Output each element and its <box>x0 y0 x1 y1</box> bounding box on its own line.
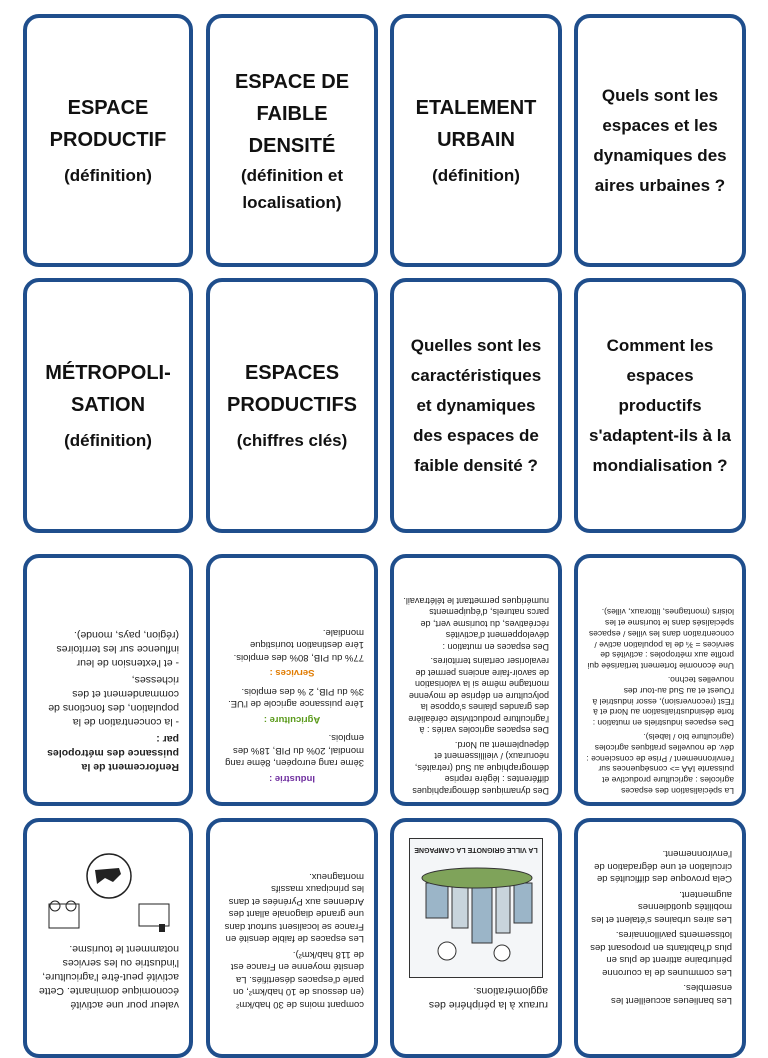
back-text: ruraux à la périphérie des agglomérations. <box>428 985 548 1011</box>
card-back-mondialisation <box>574 554 746 806</box>
card-question-mondialisation <box>574 278 746 533</box>
agriculture-text: 1ère puissance agricole de l'UE. 3% du PIB, 2 % des emplois. <box>228 686 364 710</box>
card-title: ESPACE PRODUCTIF <box>49 97 167 151</box>
back-text: Une économie fortement tertiarisée qui profite aux métropoles : activités de services = ¾ de la population active / concentration dans les villes / espaces spécialisés dans le tourisme et les loisirs (montagnes, littoraux, villes). <box>587 607 734 672</box>
card-title: MÉTROPOLI-SATION <box>45 362 171 416</box>
card-subtitle: (définition et localisation) <box>241 165 343 212</box>
cartoon-illustration <box>409 838 543 978</box>
services-heading: Services : <box>269 667 315 679</box>
back-lead: Renforcement de la puissance des métropoles par : <box>47 733 179 773</box>
back-text: valeur pour une activité économique dominante. Cette activité peut-être l'agriculture, l'industrie ou les services notamment le tourisme. <box>38 943 179 1011</box>
industrie-text: 3ème rang européen, 8ème rang mondial, 20% du PIB, 18% des emplois. <box>225 732 364 769</box>
card-espace-productif <box>23 14 193 267</box>
card-back-chiffres <box>206 554 378 806</box>
card-title: ESPACES PRODUCTIFS <box>227 362 357 416</box>
card-subtitle: (définition) <box>64 166 152 185</box>
card-question: Quels sont les espaces et les dynamiques des aires urbaines ? <box>593 85 727 195</box>
back-text: Des espaces industriels en mutation : forte désindustrialisation au Nord et à l'Est (reconversion), essor industriel à l'Ouest et au Sud au-tour des nouvelles techno. <box>592 675 734 729</box>
back-text: La spécialisation des espaces agricoles : agriculture productive et puissante IAA => conséquences sur l'environnement / Prise de conscience : dév. de nouvelles pratiques agricoles (agriculture bio / labels). <box>586 732 734 796</box>
card-etalement-urbain <box>390 14 562 267</box>
card-back-espace-productif <box>23 818 193 1058</box>
card-back-metropolisation <box>23 554 193 806</box>
back-text: Les banlieues accueillent les ensembles. <box>611 982 732 1006</box>
back-text: Des espaces en mutation : développement d'activités récréatives, du tourisme vert, de parcs naturels, d'équipements numériques permettant le télétravail. <box>403 596 549 652</box>
card-espaces-productifs-chiffres <box>206 278 378 533</box>
back-text: Cela provoque des difficultés de circulation et une dégradation de l'environnement. <box>594 848 732 885</box>
back-text: Les espaces de faible densité en France se localisent surtout dans une grande diagonale allant des Ardennes aux Pyrénées et dans les principaux massifs montagneux. <box>224 871 364 945</box>
card-subtitle: (définition) <box>64 431 152 450</box>
card-subtitle: (chiffres clés) <box>236 431 348 450</box>
card-subtitle: (définition) <box>432 166 520 185</box>
back-text: - et l'extension de leur influence sur les territoires (région, pays, monde). <box>56 629 179 669</box>
back-text: Des dynamiques démographiques différentes : légère reprise démographique au Sud (retraités, néoruraux) / vieillissement et dépeuplement au Nord. <box>412 740 549 796</box>
cartoon-caption: LA VILLE GRIGNOTE LA CAMPAGNE <box>414 846 538 853</box>
card-back-aires-urbaines <box>574 818 746 1058</box>
card-question-aires-urbaines <box>574 14 746 267</box>
back-text: Les aires urbaines s'étalent et les mobilités quotidiennes augmentent. <box>591 889 732 925</box>
back-text: - la concentration de la population, des fonctions de commandement et des richesses, <box>48 674 179 728</box>
card-espace-faible-densite <box>206 14 378 267</box>
card-question: Comment les espaces productifs s'adaptent-ils à la mondialisation ? <box>589 335 731 475</box>
card-back-faible-densite <box>390 554 562 806</box>
back-text: compant moins de 30 hab/km² (en dessous de 10 hab/km², on parle d'espaces désertifiés. La densité moyenne en France est de 118 hab/km²). <box>230 949 364 1010</box>
card-back-etalement <box>390 818 562 1058</box>
card-title: ETALEMENT URBAIN <box>415 97 537 151</box>
back-text: Les communes de la couronne périurbaine attirent de plus en plus d'habitants en proposant des lotissements pavillonnaires. <box>590 929 732 978</box>
card-question-faible-densite <box>390 278 562 533</box>
card-back-faible-densite-def <box>206 818 378 1058</box>
agriculture-heading: Agriculture : <box>263 714 321 725</box>
card-question: Quelles sont les caractéristiques et dynamiques des espaces de faible densité ? <box>410 335 542 475</box>
back-text: Des espaces agricoles variés : à l'agriculture productiviste céréalière des grandes plaines s'oppose la polyculture en déprise de moyenne montagne même si la valorisation de savoir-faire anciens permet de revaloriser certains territoires. <box>408 656 549 736</box>
factory-illustration <box>37 846 179 936</box>
services-text: 77% du PIB, 80% des emplois. 1ère destination touristique mondiale. <box>233 627 364 663</box>
card-title: ESPACE DE FAIBLE DENSITÉ <box>234 70 350 157</box>
industrie-heading: Industrie : <box>269 773 315 784</box>
card-metropolisation <box>23 278 193 533</box>
